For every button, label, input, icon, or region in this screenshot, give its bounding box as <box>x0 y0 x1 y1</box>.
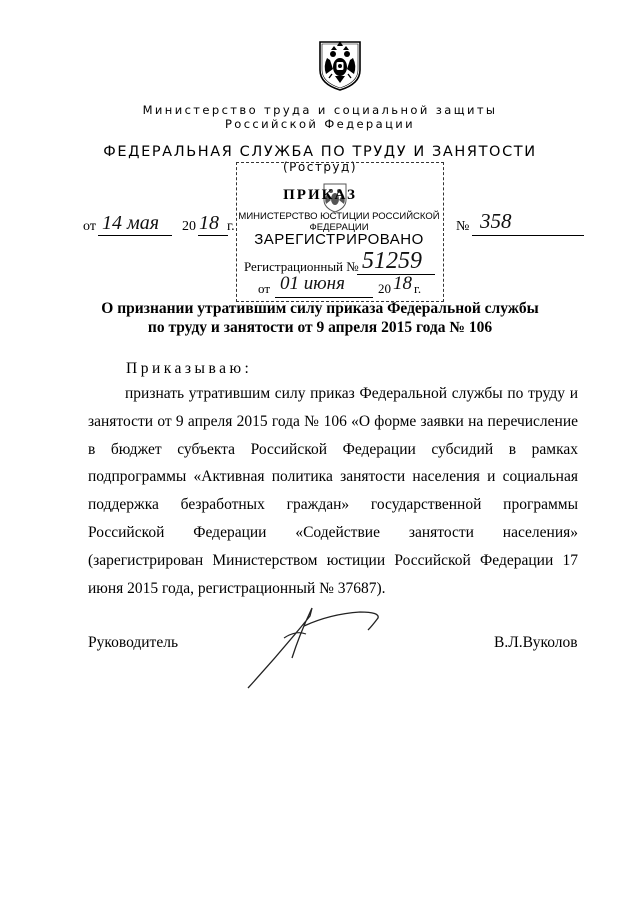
stamp-status: ЗАРЕГИСТРИРОВАНО <box>254 231 424 248</box>
ministry-name-line1: Министерство труда и социальной защиты <box>142 103 498 117</box>
date-underline <box>98 235 172 236</box>
year-prefix: 20 <box>182 219 196 234</box>
handwritten-number: 358 <box>480 209 512 233</box>
order-word-text: Приказываю: <box>126 360 253 377</box>
stamp-date-prefix: от <box>258 281 271 296</box>
order-word <box>126 360 252 378</box>
year-unit: г. <box>227 219 235 234</box>
document-title-line1: О признании утратившим силу приказа Федеральной службы <box>101 300 539 317</box>
stamp-date-underline <box>275 297 373 298</box>
body-paragraph <box>88 380 578 602</box>
coat-of-arms-icon <box>315 36 365 92</box>
signatory-position: Руководитель <box>88 634 179 651</box>
agency-abbr: (Роструд) <box>282 160 358 174</box>
stamp-org: МИНИСТЕРСТВО ЮСТИЦИИ РОССИЙСКОЙ ФЕДЕРАЦИИ <box>238 211 440 233</box>
stamp-year-prefix: 20 <box>378 281 391 296</box>
handwritten-stamp-year: 18 <box>393 273 412 294</box>
handwritten-reg-number: 51259 <box>362 248 422 274</box>
handwritten-stamp-date: 01 июня <box>280 273 345 294</box>
stamp-year-unit: г. <box>414 281 422 296</box>
body-paragraph-text: признать утратившим силу приказ Федеральной службы по труду и занятости от 9 апреля 2015 года № 106 «О форме заявки на перечисление в бюджет субъекта Российской Федерации субсидий в рамках подпрограммы «Активная политика занятости населения и социальная поддержка безработных граждан» государственной программы Российской Федерации «Содействие занятости населения» (зарегистрирован Министерством юстиции Российской Федерации 17 июня 2015 года, регистрационный № 37687). <box>88 385 578 597</box>
year-underline <box>198 235 228 236</box>
number-label: № <box>456 219 470 234</box>
handwritten-signature <box>240 598 400 698</box>
signatory-name: В.Л.Вуколов <box>494 634 578 651</box>
agency-name: ФЕДЕРАЛЬНАЯ СЛУЖБА ПО ТРУДУ И ЗАНЯТОСТИ <box>103 144 537 160</box>
date-prefix: от <box>83 219 96 234</box>
stamp-reg-label: Регистрационный № <box>244 259 359 274</box>
ministry-name-line2: Российской Федерации <box>224 117 416 131</box>
document-title-line2: по труду и занятости от 9 апреля 2015 года № 106 <box>147 319 493 336</box>
handwritten-date: 14 мая <box>102 212 160 234</box>
number-underline <box>472 235 584 236</box>
handwritten-year: 18 <box>199 212 219 234</box>
document-type: ПРИКАЗ <box>283 187 357 203</box>
